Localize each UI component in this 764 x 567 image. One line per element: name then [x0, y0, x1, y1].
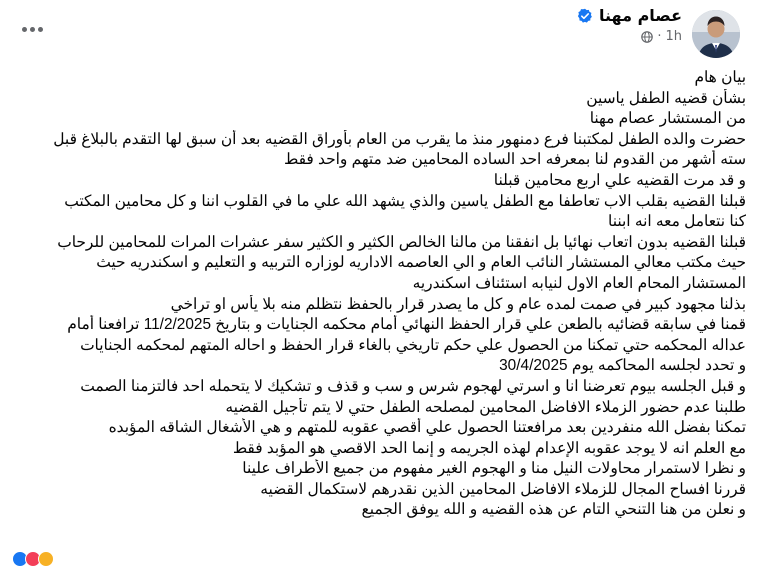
post-text-line: تمكنا بفضل الله منفردين بعد مرافعتنا الحصول علي أقصي عقوبه للمتهم و هي الأشغال الشاقه المؤبده [108, 419, 746, 437]
post-text-line: قبلنا القضيه بدون اتعاب نهائيا بل انفقنا من مالنا الخالص الكثير و الكثير سفر عشرات المرات للمحامين للرحاب [57, 233, 746, 251]
post-header [0, 0, 764, 62]
globe-icon[interactable] [641, 31, 653, 43]
meta-separator: · [657, 29, 662, 44]
avatar[interactable] [692, 10, 740, 58]
post-text-line: بيان هام [694, 69, 746, 86]
avatar-image [692, 10, 740, 58]
post-meta [641, 29, 682, 44]
author-block [577, 6, 682, 44]
post-text-line: سته أشهر من القدوم لنا بمعرفه احد الساده المحامين ضد متهم واحد فقط [283, 151, 746, 169]
more-options-icon[interactable] [18, 18, 46, 40]
post-body-text [14, 68, 746, 521]
post-text-line: و قد مرت القضيه علي اربع محامين قبلنا [493, 171, 746, 189]
verified-badge-icon [577, 8, 593, 24]
post-text-line: و نظرا لاستمرار محاولات النيل منا و الهجوم الغير مفهوم من جميع الأطراف علينا [242, 460, 746, 478]
post-text-line: قبلنا القضيه بقلب الاب تعاطفا مع الطفل ياسين والذي يشهد الله علي ما في القلوب اننا و كل محامين المكتب [64, 192, 746, 210]
author-name-row [577, 6, 682, 25]
post-text-line: بشأن قضيه الطفل ياسين [586, 89, 746, 107]
post-text-line: عداله المحكمه حتي تمكنا من الحصول علي حكم تاريخي بالغاء قرار الحفظ و احاله المتهم لمحكمه الجنايات [80, 336, 746, 354]
reaction-icons[interactable] [12, 551, 51, 567]
author-name[interactable]: عصام مهنا [598, 6, 682, 25]
post-text-line: و قبل الجلسه بيوم تعرضنا انا و اسرتي لهجوم شرس و سب و قذف و تشكيك لا يتحمله احد فالتزمنا الصمت [80, 377, 746, 395]
post-text-line: و نعلن من هنا التنحي التام عن هذه القضيه و الله يوفق الجميع [361, 501, 746, 519]
post-text-line: حضرت والده الطفل لمكتبنا فرع دمنهور منذ ما يقرب من العام بأوراق القضيه بعد أن سبق لها التقدم بالبلاغ قبل [53, 130, 746, 148]
post-text-line: بذلنا مجهود كبير في صمت لمده عام و كل ما يصدر قرار بالحفظ نتظلم منه بلا يأس او تراخي [170, 295, 746, 313]
post-timestamp[interactable]: 1h [665, 29, 682, 44]
post-text-line: من المستشار عصام مهنا [589, 110, 746, 128]
post-text-line: مع العلم انه لا يوجد عقوبه الإعدام لهذه الجريمه و إنما الحد الاقصي هو المؤبد فقط [232, 439, 746, 457]
post-text-line: قمنا في سابقه قضائيه بالطعن علي قرار الحفظ النهائي أمام محكمه الجنايات و بتاريخ 11/2/2025 ترافعنا أمام [67, 316, 746, 334]
post-text-line: المستشار المحام العام الاول لنيابه استئناف اسكندريه [412, 274, 746, 292]
care-reaction-icon [38, 551, 54, 567]
post-text-line: قررنا افساح المجال للزملاء الافاضل المحامين الذين نقدرهم لاستكمال القضيه [260, 480, 746, 498]
post-text-line: كنا نتعامل معه انه ابننا [608, 213, 746, 231]
post-text-line: حيث مكتب معالي المستشار النائب العام و الي العاصمه الاداريه لوزاره التربيه و التعليم و اسكندريه حيث [96, 254, 746, 272]
post-text-line: و تحدد لجلسه المحاكمه يوم 30/4/2025 [499, 357, 746, 375]
post-text-line: طلبنا عدم حضور الزملاء الافاضل المحامين لمصلحه الطفل حتي لا يتم تأجيل القضيه [225, 398, 746, 416]
